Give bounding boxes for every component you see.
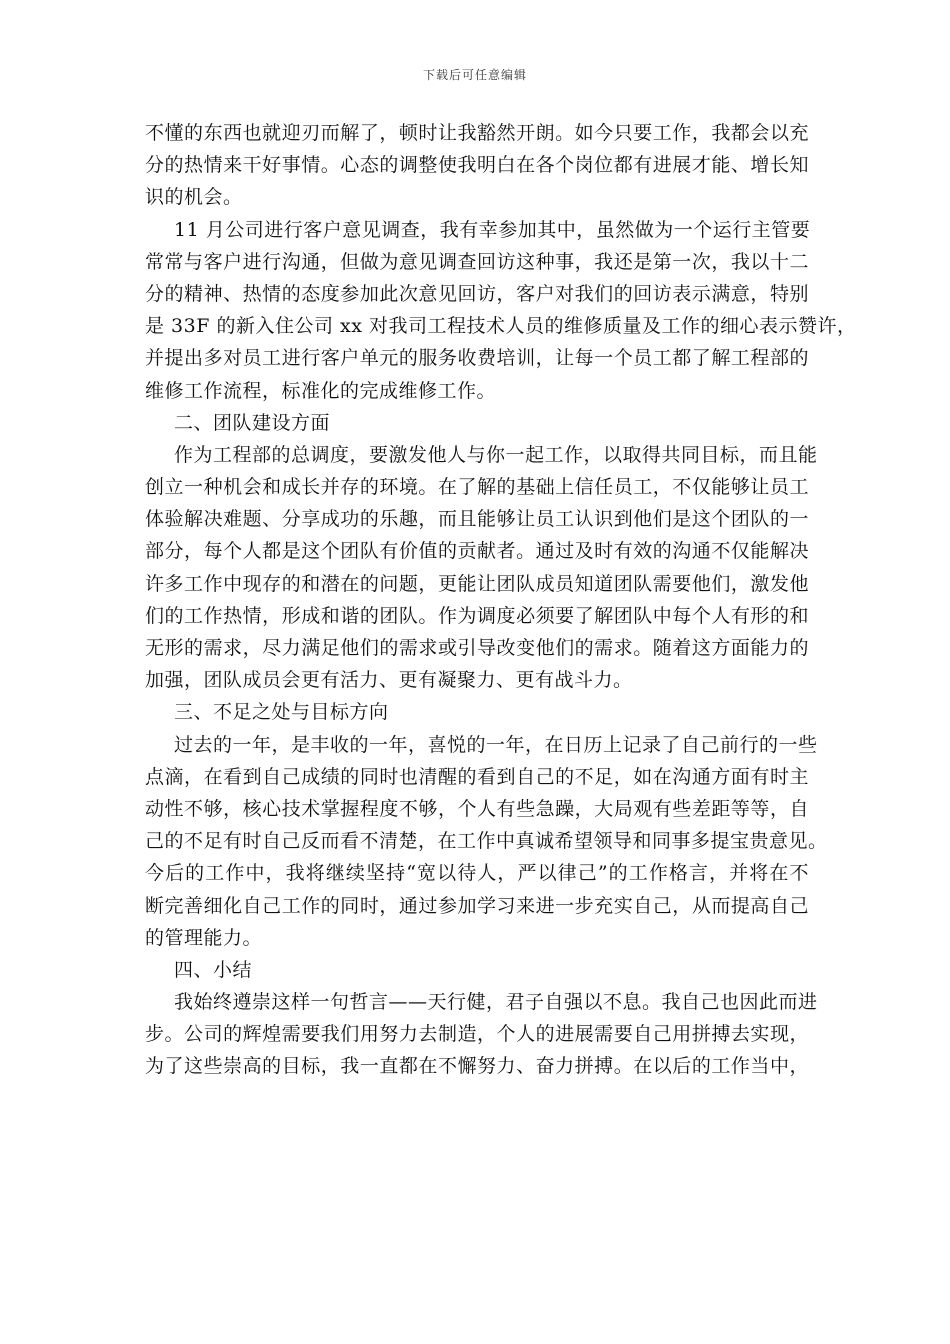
text-line: 步。公司的辉煌需要我们用努力去制造，个人的进展需要自己用拼搏去实现， [145, 1023, 809, 1046]
header-note: 下载后可任意编辑 [422, 68, 527, 82]
text-line: 今后的工作中，我将继续坚持“宽以待人，严以律己”的工作格言，并将在不 [145, 862, 809, 885]
text-line: 的管理能力。 [145, 926, 263, 949]
text-line: 作为工程部的总调度，要激发他人与你一起工作，以取得共同目标，而且能 [174, 443, 818, 466]
text-line: 过去的一年，是丰收的一年，喜悦的一年，在日历上记录了自己前行的一些 [174, 733, 818, 756]
text-line: 分的精神、热情的态度参加此次意见回访，客户对我们的回访表示满意，特别 [145, 282, 809, 305]
text-line: 们的工作热情，形成和谐的团队。作为调度必须要了解团队中每个人有形的和 [145, 604, 809, 627]
text-line: 三、不足之处与目标方向 [174, 701, 389, 724]
text-line: 体验解决难题、分享成功的乐趣，而且能够让员工认识到他们是这个团队的一 [145, 508, 809, 531]
text-line: 加强，团队成员会更有活力、更有凝聚力、更有战斗力。 [145, 669, 633, 692]
text-line: 11 月公司进行客户意见调查，我有幸参加其中，虽然做为一个运行主管要 [174, 218, 811, 241]
text-line: 许多工作中现存的和潜在的问题，更能让团队成员知道团队需要他们，激发他 [145, 572, 809, 595]
text-line: 我始终遵崇这样一句哲言——天行健，君子自强以不息。我自己也因此而进 [174, 991, 818, 1014]
text-line: 点滴，在看到自己成绩的同时也清醒的看到自己的不足，如在沟通方面有时主 [145, 765, 809, 788]
text-line: 识的机会。 [145, 186, 243, 209]
text-line: 不懂的东西也就迎刃而解了，顿时让我豁然开朗。如今只要工作，我都会以充 [145, 122, 809, 144]
text-line: 二、团队建设方面 [174, 411, 331, 434]
text-line: 是 33F 的新入住公司 xx 对我司工程技术人员的维修质量及工作的细心表示赞许， [145, 315, 857, 338]
text-line: 无形的需求，尽力满足他们的需求或引导改变他们的需求。随着这方面能力的 [145, 637, 809, 659]
text-line: 并提出多对员工进行客户单元的服务收费培训，让每一个员工都了解工程部的 [145, 347, 809, 370]
text-line: 部分，每个人都是这个团队有价值的贡献者。通过及时有效的沟通不仅能解决 [145, 540, 809, 563]
text-line: 四、小结 [174, 958, 253, 981]
text-line: 为了这些崇高的目标，我一直都在不懈努力、奋力拼搏。在以后的工作当中， [145, 1055, 809, 1078]
text-line: 常常与客户进行沟通，但做为意见调查回访这种事，我还是第一次，我以十二 [145, 250, 809, 273]
text-line: 断完善细化自己工作的同时，通过参加学习来进一步充实自己，从而提高自己 [145, 894, 809, 917]
document-body [145, 117, 857, 1083]
text-line: 动性不够，核心技术掌握程度不够，个人有些急躁，大局观有些差距等等，自 [145, 797, 809, 820]
text-line: 分的热情来干好事情。心态的调整使我明白在各个岗位都有进展才能、增长知 [145, 154, 809, 177]
text-line: 维修工作流程，标准化的完成维修工作。 [145, 379, 497, 402]
text-line: 创立一种机会和成长并存的环境。在了解的基础上信任员工，不仅能够让员工 [145, 476, 809, 499]
text-line: 己的不足有时自己反而看不清楚，在工作中真诚希望领导和同事多提宝贵意见。 [145, 830, 828, 853]
